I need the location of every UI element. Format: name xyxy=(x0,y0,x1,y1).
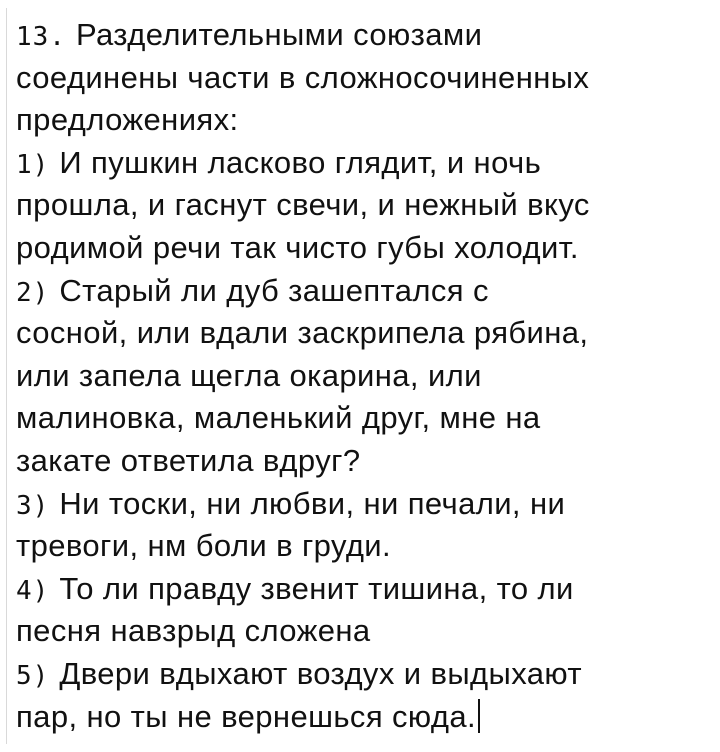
option-3-line-1 xyxy=(16,483,712,526)
option-2-line-2: сосной, или вдали заскрипела рябина, xyxy=(16,315,589,351)
option-2-line-1 xyxy=(16,270,712,313)
option-1-line-2: прошла, и гаснут свечи, и нежный вкус xyxy=(16,187,590,223)
option-1-number: 1) xyxy=(16,149,50,180)
option-4-text: То ли правду звенит тишина, то ли xyxy=(59,570,574,606)
option-3-text: Ни тоски, ни любви, ни печали, ни xyxy=(59,485,566,521)
option-2-line-3: или запела щегла окарина, или xyxy=(16,357,482,393)
option-1-text: И пушкин ласково глядит, и ночь xyxy=(59,144,542,180)
option-2-number: 2) xyxy=(16,277,50,308)
option-5-line-2 xyxy=(16,696,712,739)
option-5-text-end: пар, но ты не вернешься сюда. xyxy=(16,698,477,734)
question-line-1 xyxy=(16,14,712,57)
scan-edge-line xyxy=(6,8,7,744)
option-4-line-1 xyxy=(16,568,712,611)
option-3-line-2: тревоги, нм боли в груди. xyxy=(16,528,392,564)
option-2-line-4: малиновка, маленький друг, мне на xyxy=(16,400,541,436)
option-4-line-2: песня навзрыд сложена xyxy=(16,613,371,649)
option-1-line-1 xyxy=(16,142,712,185)
question-text-block xyxy=(16,14,712,738)
question-line-2: соединены части в сложносочиненных xyxy=(16,59,590,95)
text-cursor xyxy=(478,699,480,733)
question-number: 13. xyxy=(16,22,66,52)
option-5-line-1 xyxy=(16,653,712,696)
option-5-text: Двери вдыхают воздух и выдыхают xyxy=(59,655,582,691)
option-5-number: 5) xyxy=(16,660,50,691)
question-text: Разделительными союзами xyxy=(75,17,483,52)
option-2-text: Старый ли дуб зашептался с xyxy=(59,272,489,308)
option-3-number: 3) xyxy=(16,490,50,521)
option-2-line-5: закате ответила вдруг? xyxy=(16,442,361,478)
option-1-line-3: родимой речи так чисто губы холодит. xyxy=(16,229,579,265)
question-line-3: предложениях: xyxy=(16,102,239,138)
option-4-number: 4) xyxy=(16,575,50,606)
